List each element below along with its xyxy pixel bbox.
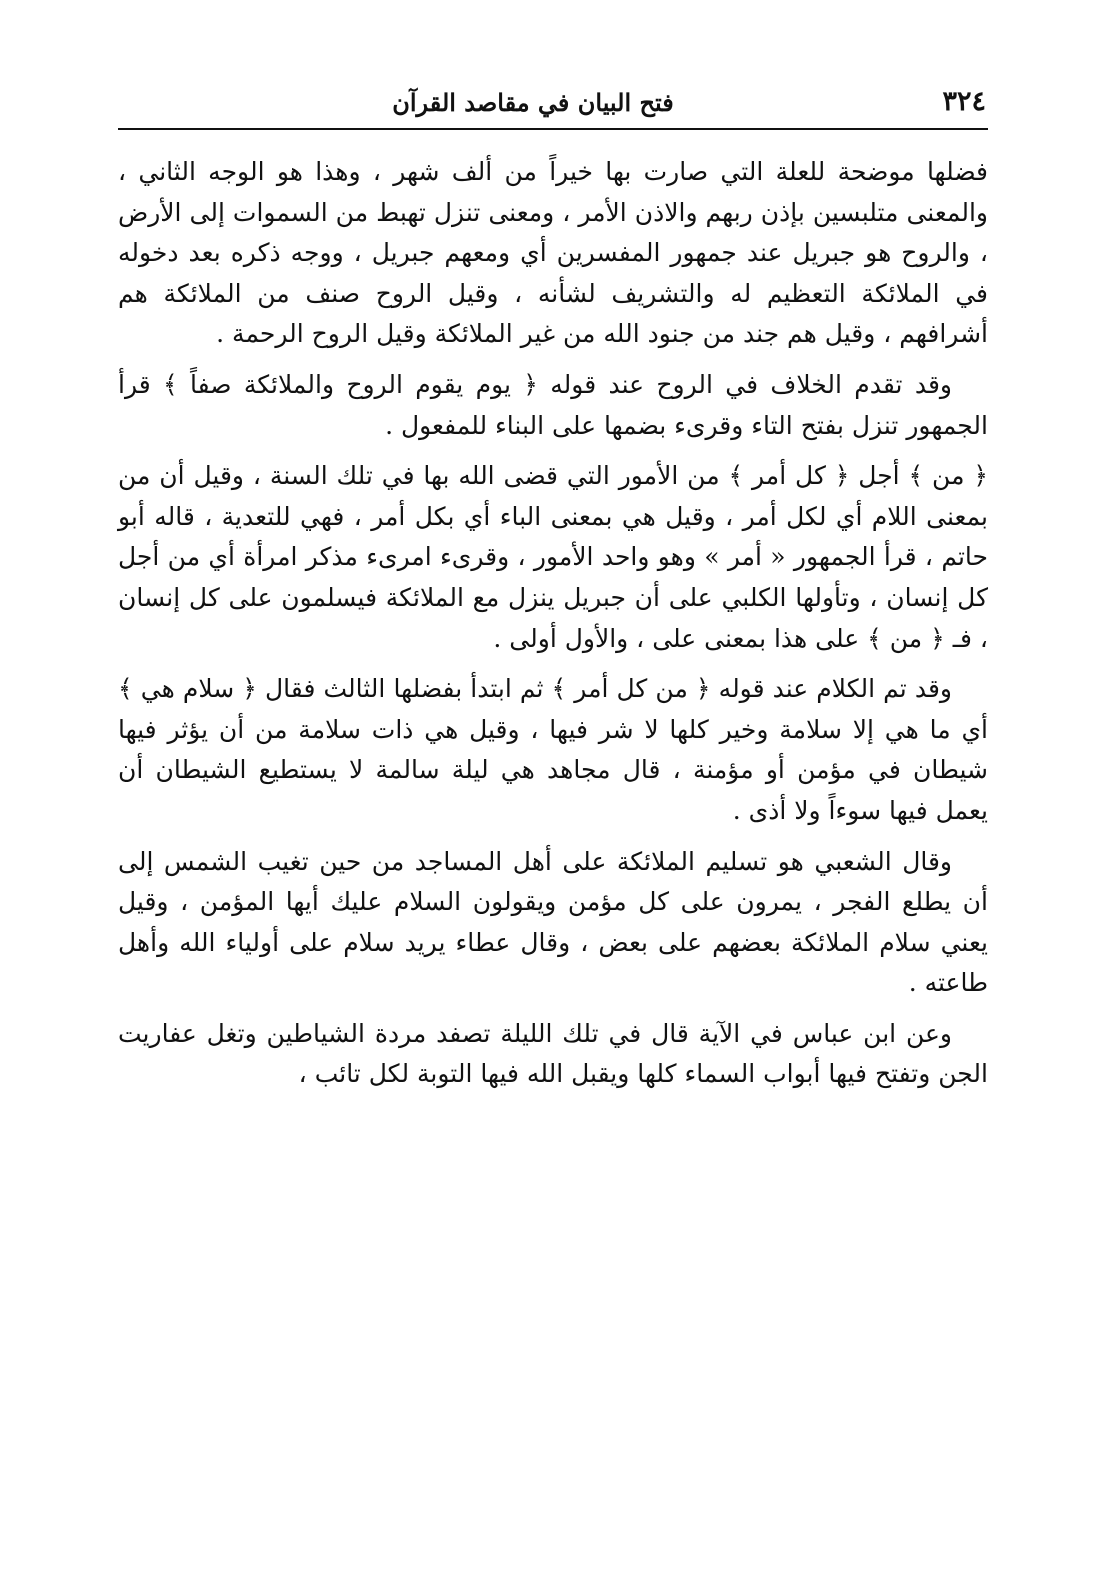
paragraph-4: وقد تم الكلام عند قوله ﴿ من كل أمر ﴾ ثم ابتدأ بفضلها الثالث فقال ﴿ سلام هي ﴾ أي ما هي إلا سلامة وخير كلها لا شر فيها ، وقيل هي ذات سلامة من أن يؤثر فيها شيطان في مؤمن أو مؤمنة ، قال مجاهد هي ليلة سالمة لا يستطيع الشيطان أن يعمل فيها سوءاً ولا أذى . — [118, 674, 988, 825]
running-head — [118, 82, 988, 130]
page — [118, 82, 988, 1105]
paragraph-2: وقد تقدم الخلاف في الروح عند قوله ﴿ يوم يقوم الروح والملائكة صفاً ﴾ قرأ الجمهور تنزل بفتح التاء وقرىء بضمها على البناء للمفعول . — [118, 369, 988, 440]
book-title: فتح البيان في مقاصد القرآن — [392, 88, 674, 117]
page-number: ٣٢٤ — [942, 86, 986, 117]
paragraph-1: فضلها موضحة للعلة التي صارت بها خيراً من ألف شهر ، وهذا هو الوجه الثاني ، والمعنى متلبسين بإذن ربهم والاذن الأمر ، ومعنى تنزل تهبط من السموات إلى الأرض ، والروح هو جبريل عند جمهور المفسرين أي ومعهم جبريل ، ووجه ذكره بعد دخوله في الملائكة التعظيم له والتشريف لشأنه ، وقيل الروح صنف من الملائكة هم أشرافهم ، وقيل هم جند من جنود الله من غير الملائكة وقيل الروح الرحمة . — [118, 157, 988, 349]
paragraph-3: ﴿ من ﴾ أجل ﴿ كل أمر ﴾ من الأمور التي قضى الله بها في تلك السنة ، وقيل أن من بمعنى اللام أي لكل أمر ، وقيل هي بمعنى الباء أي بكل أمر ، فهي للتعدية ، قاله أبو حاتم ، قرأ الجمهور « أمر » وهو واحد الأمور ، وقرىء امرىء مذكر امرأة أي من أجل كل إنسان ، وتأولها الكلبي على أن جبريل ينزل مع الملائكة فيسلمون على كل إنسان ، فـ ﴿ من ﴾ على هذا بمعنى على ، والأول أولى . — [118, 461, 988, 653]
body-text — [118, 152, 988, 1095]
paragraph-5: وقال الشعبي هو تسليم الملائكة على أهل المساجد من حين تغيب الشمس إلى أن يطلع الفجر ، يمرون على كل مؤمن ويقولون السلام عليك أيها المؤمن ، وقيل يعني سلام الملائكة بعضهم على بعض ، وقال عطاء يريد سلام على أولياء الله وأهل طاعته . — [118, 846, 988, 998]
paragraph-6: وعن ابن عباس في الآية قال في تلك الليلة تصفد مردة الشياطين وتغل عفاريت الجن وتفتح فيها أبواب السماء كلها ويقبل الله فيها التوبة لكل تائب ، — [118, 1018, 988, 1089]
